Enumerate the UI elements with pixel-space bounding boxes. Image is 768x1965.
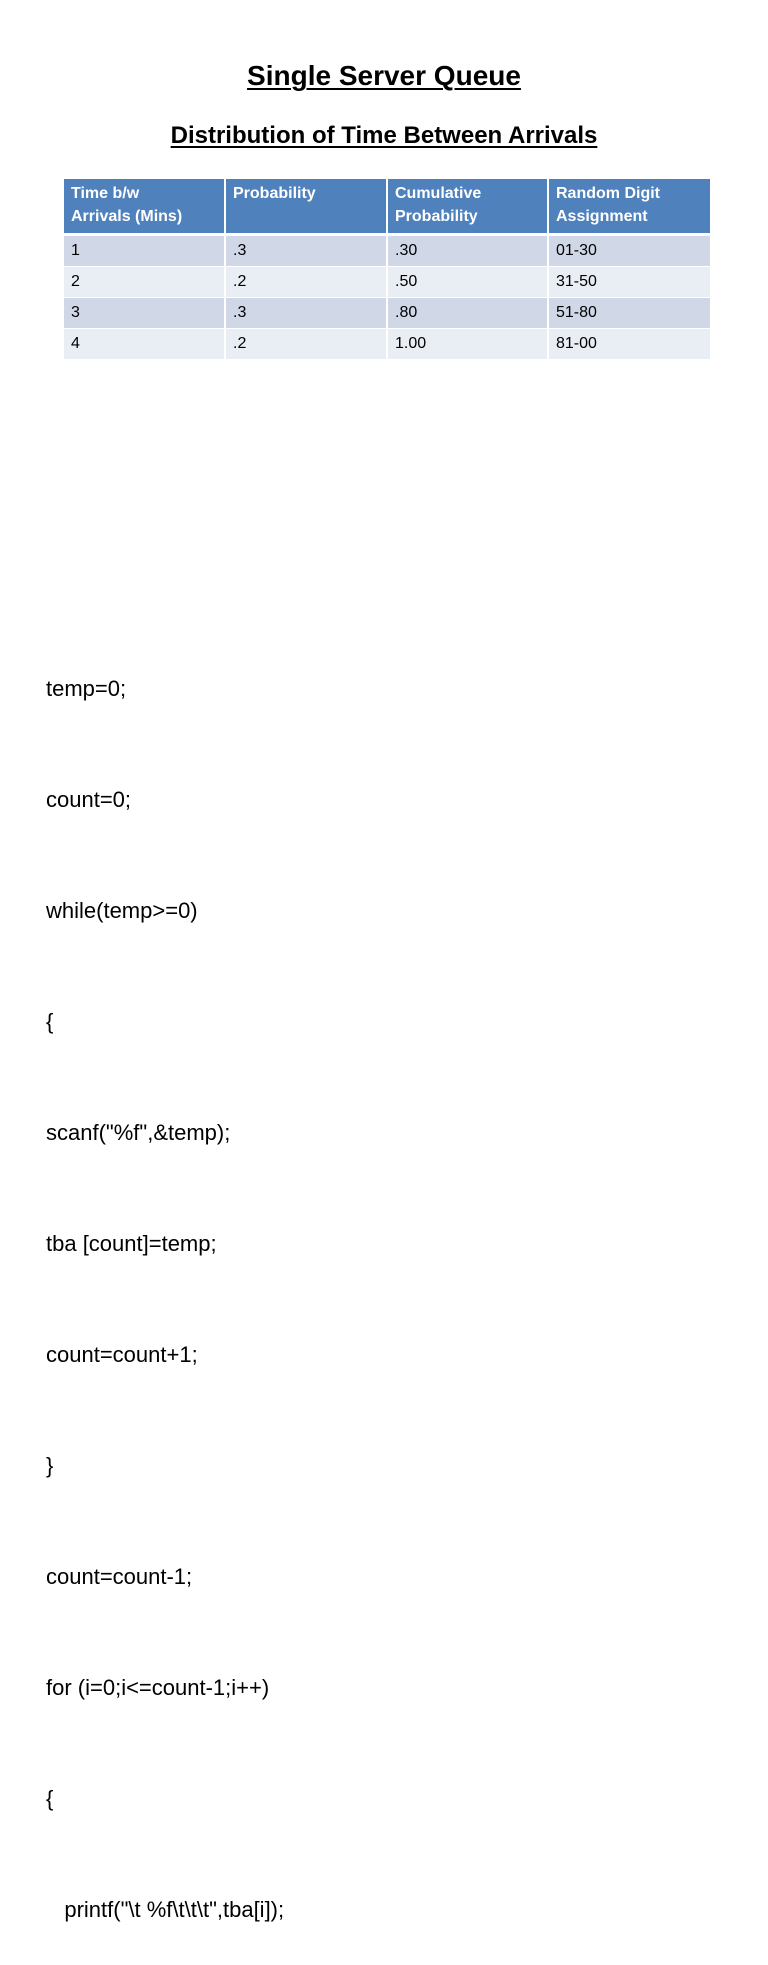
- table-cell: 2: [64, 267, 225, 298]
- header-probability: Probability: [225, 179, 387, 235]
- code-block: [46, 596, 284, 1965]
- page-subtitle: Distribution of Time Between Arrivals: [170, 122, 598, 149]
- table-cell: 1: [64, 235, 225, 267]
- table-cell: 3: [64, 298, 225, 329]
- table-row: [64, 329, 710, 360]
- table-cell: .2: [225, 267, 387, 298]
- table-row: [64, 267, 710, 298]
- code-line: count=count+1;: [46, 1342, 198, 1367]
- code-line: temp=0;: [46, 676, 127, 701]
- table-cell: 1.00: [387, 329, 548, 360]
- table-cell: .30: [387, 235, 548, 267]
- code-line: tba [count]=temp;: [46, 1231, 217, 1256]
- table-row: [64, 235, 710, 267]
- table-cell: .2: [225, 329, 387, 360]
- table-cell: .50: [387, 267, 548, 298]
- header-time-between-arrivals: Time b/w Arrivals (Mins): [64, 179, 225, 235]
- header-cumulative-probability: Cumulative Probability: [387, 179, 548, 235]
- table-row: [64, 298, 710, 329]
- code-line: }: [46, 1453, 54, 1478]
- table-cell: 31-50: [548, 267, 710, 298]
- table-cell: .3: [225, 235, 387, 267]
- distribution-table: [64, 179, 710, 360]
- code-line: while(temp>=0): [46, 898, 198, 923]
- table-cell: 01-30: [548, 235, 710, 267]
- code-line: {: [46, 1009, 54, 1034]
- table-cell: 4: [64, 329, 225, 360]
- table-header-row: [64, 179, 710, 235]
- code-line: printf("\t %f\t\t\t",tba[i]);: [46, 1897, 285, 1922]
- code-line: scanf("%f",&temp);: [46, 1120, 231, 1145]
- code-line: count=0;: [46, 787, 132, 812]
- header-random-digit-assignment: Random Digit Assignment: [548, 179, 710, 235]
- page-title: Single Server Queue: [247, 60, 521, 91]
- code-line: count=count-1;: [46, 1564, 193, 1589]
- table-cell: .3: [225, 298, 387, 329]
- table-cell: 51-80: [548, 298, 710, 329]
- table-cell: .80: [387, 298, 548, 329]
- table-cell: 81-00: [548, 329, 710, 360]
- code-line: {: [46, 1786, 54, 1811]
- code-line: for (i=0;i<=count-1;i++): [46, 1675, 270, 1700]
